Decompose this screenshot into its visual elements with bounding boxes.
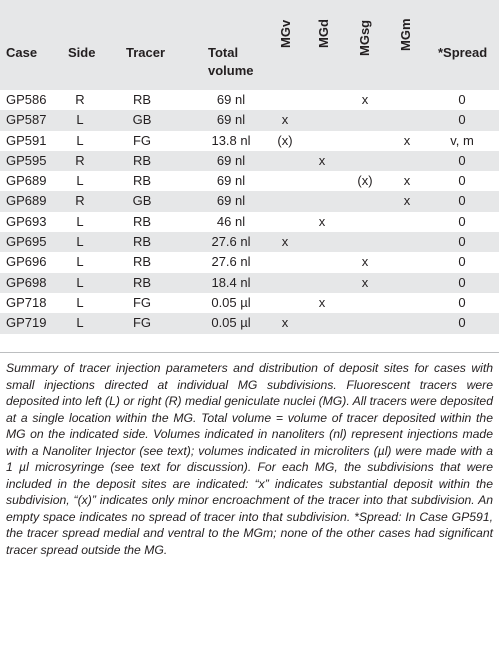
table-row [0, 171, 499, 191]
cell-case: GP696 [6, 254, 47, 270]
cell-spread: v, m [450, 132, 474, 148]
cell-mgv [270, 212, 300, 232]
cell-volume: 0.05 µl [211, 294, 251, 310]
cell-case: GP718 [6, 294, 47, 310]
cell-mgsg: x [361, 274, 369, 290]
cell-spread: 0 [458, 152, 466, 168]
table-body [0, 90, 499, 334]
cell-tracer: GB [132, 193, 152, 209]
header-spread: *Spread [438, 45, 488, 60]
cell-mgd [307, 252, 337, 272]
cell-tracer: RB [132, 92, 152, 107]
table-row [0, 191, 499, 211]
cell-spread: 0 [458, 92, 466, 107]
cell-tracer: RB [132, 152, 152, 168]
cell-mgsg: x [361, 254, 369, 270]
cell-mgm [392, 273, 422, 293]
cell-mgd: x [318, 294, 326, 310]
tracer-table [0, 0, 499, 334]
cell-case: GP689 [6, 173, 47, 189]
cell-volume: 13.8 nl [211, 132, 251, 148]
cell-mgsg [350, 151, 380, 171]
header-total-volume-2: volume [208, 63, 254, 78]
table-row [0, 212, 499, 232]
cell-volume: 69 nl [216, 152, 246, 168]
cell-mgd [307, 273, 337, 293]
cell-mgv [270, 293, 300, 313]
cell-mgm [392, 212, 422, 232]
divider [0, 352, 499, 353]
cell-mgv [270, 252, 300, 272]
cell-mgd [307, 313, 337, 333]
cell-spread: 0 [458, 274, 466, 290]
table-row [0, 313, 499, 333]
cell-volume: 18.4 nl [211, 274, 251, 290]
cell-spread: 0 [458, 173, 466, 189]
cell-case: GP693 [6, 213, 47, 229]
cell-mgv: x [281, 315, 289, 331]
cell-mgsg [350, 293, 380, 313]
cell-mgsg [350, 131, 380, 151]
cell-side: R [75, 92, 85, 107]
cell-tracer: RB [132, 234, 152, 250]
cell-volume: 69 nl [216, 173, 246, 189]
cell-tracer: RB [132, 173, 152, 189]
cell-tracer: RB [132, 213, 152, 229]
header-total-volume-1: Total [208, 45, 239, 60]
cell-mgd: x [318, 213, 326, 229]
cell-mgv [270, 151, 300, 171]
cell-spread: 0 [458, 294, 466, 310]
cell-case: GP719 [6, 315, 47, 331]
cell-mgsg: (x) [357, 173, 373, 189]
cell-side: L [76, 112, 84, 128]
cell-spread: 0 [458, 213, 466, 229]
cell-mgsg [350, 212, 380, 232]
cell-spread: 0 [458, 254, 466, 270]
table-row [0, 110, 499, 130]
cell-mgm [392, 110, 422, 130]
cell-mgd [307, 90, 337, 110]
cell-spread: 0 [458, 315, 466, 331]
cell-tracer: GB [132, 112, 152, 128]
header-case: Case [6, 45, 38, 60]
cell-spread: 0 [458, 112, 466, 128]
table-row [0, 252, 499, 272]
cell-case: GP695 [6, 234, 47, 250]
cell-side: L [76, 234, 84, 250]
cell-volume: 46 nl [216, 213, 246, 229]
cell-case: GP689 [6, 193, 47, 209]
cell-tracer: FG [132, 294, 152, 310]
table-row [0, 293, 499, 313]
cell-volume: 69 nl [216, 112, 246, 128]
cell-case: GP591 [6, 132, 47, 148]
table-row [0, 131, 499, 151]
cell-mgm [392, 293, 422, 313]
cell-tracer: RB [132, 254, 152, 270]
cell-side: L [76, 254, 84, 270]
cell-mgsg: x [361, 92, 369, 107]
header-mgm: MGm [398, 18, 413, 51]
cell-mgv: x [281, 234, 289, 250]
table-row [0, 90, 499, 110]
cell-side: L [76, 213, 84, 229]
cell-side: L [76, 294, 84, 310]
table-row [0, 273, 499, 293]
cell-volume: 27.6 nl [211, 254, 251, 270]
cell-tracer: RB [132, 274, 152, 290]
cell-mgsg [350, 110, 380, 130]
cell-volume: 27.6 nl [211, 234, 251, 250]
cell-volume: 69 nl [216, 92, 246, 107]
cell-side: L [76, 315, 84, 331]
cell-mgm [392, 151, 422, 171]
cell-case: GP587 [6, 112, 47, 128]
header-mgv: MGv [278, 19, 293, 48]
cell-mgsg [350, 232, 380, 252]
cell-spread: 0 [458, 234, 466, 250]
cell-mgd: x [318, 152, 326, 168]
cell-mgv [270, 273, 300, 293]
cell-tracer: FG [132, 315, 152, 331]
cell-volume: 69 nl [216, 193, 246, 209]
cell-case: GP586 [6, 92, 47, 107]
header-side: Side [68, 45, 96, 60]
cell-side: R [75, 152, 85, 168]
cell-side: L [76, 173, 84, 189]
cell-mgm [392, 252, 422, 272]
header-mgsg: MGsg [357, 19, 372, 56]
cell-mgm [392, 313, 422, 333]
cell-mgv: x [281, 112, 289, 128]
cell-mgm [392, 232, 422, 252]
cell-mgv [270, 90, 300, 110]
cell-mgm: x [403, 193, 411, 209]
cell-mgd [307, 191, 337, 211]
cell-side: R [75, 193, 85, 209]
header-mgd: MGd [316, 19, 331, 48]
cell-mgv: (x) [277, 132, 293, 148]
cell-mgm: x [403, 173, 411, 189]
cell-mgd [307, 171, 337, 191]
table-caption: Summary of tracer injection parameters and distribution of deposit sites for cases with small injections directed at individual MG subdivisions. Fluorescent tracers were deposited into left (L) or right (R) medial geniculate nuclei (MG). All tracers were deposited at a single location within the MG. Total volume = volume of tracer deposited within the MG on the indicated side. Volumes indicated in nanoliters (nl) represent injections made with a Nanoliter Injector (see text); volumes indicated in microliters (µl) were made with a 1 µl microsyringe (see text for discussion). For each MG, the subdivisions that were included in the deposit sites are indicated: “x” indicates substantial deposit within the subdivision, “(x)” indicates only minor encroachment of the tracer into that subdivision. An empty space indicates no spread of tracer into that subdivision. *Spread: In Case GP591, the tracer spread medial and ventral to the MGm; none of the other cases had significant tracer spread outside the MG. [6, 361, 493, 557]
cell-side: L [76, 132, 84, 148]
table-header [0, 0, 499, 90]
header-tracer: Tracer [126, 45, 166, 60]
cell-mgd [307, 131, 337, 151]
cell-mgm [392, 90, 422, 110]
cell-mgv [270, 171, 300, 191]
table-row [0, 232, 499, 252]
cell-mgsg [350, 313, 380, 333]
cell-spread: 0 [458, 193, 466, 209]
cell-tracer: FG [132, 132, 152, 148]
cell-mgd [307, 110, 337, 130]
cell-mgm: x [403, 132, 411, 148]
cell-side: L [76, 274, 84, 290]
cell-mgd [307, 232, 337, 252]
cell-mgv [270, 191, 300, 211]
cell-mgsg [350, 191, 380, 211]
cell-case: GP595 [6, 152, 47, 168]
cell-case: GP698 [6, 274, 47, 290]
table-row [0, 151, 499, 171]
cell-volume: 0.05 µl [211, 315, 251, 331]
